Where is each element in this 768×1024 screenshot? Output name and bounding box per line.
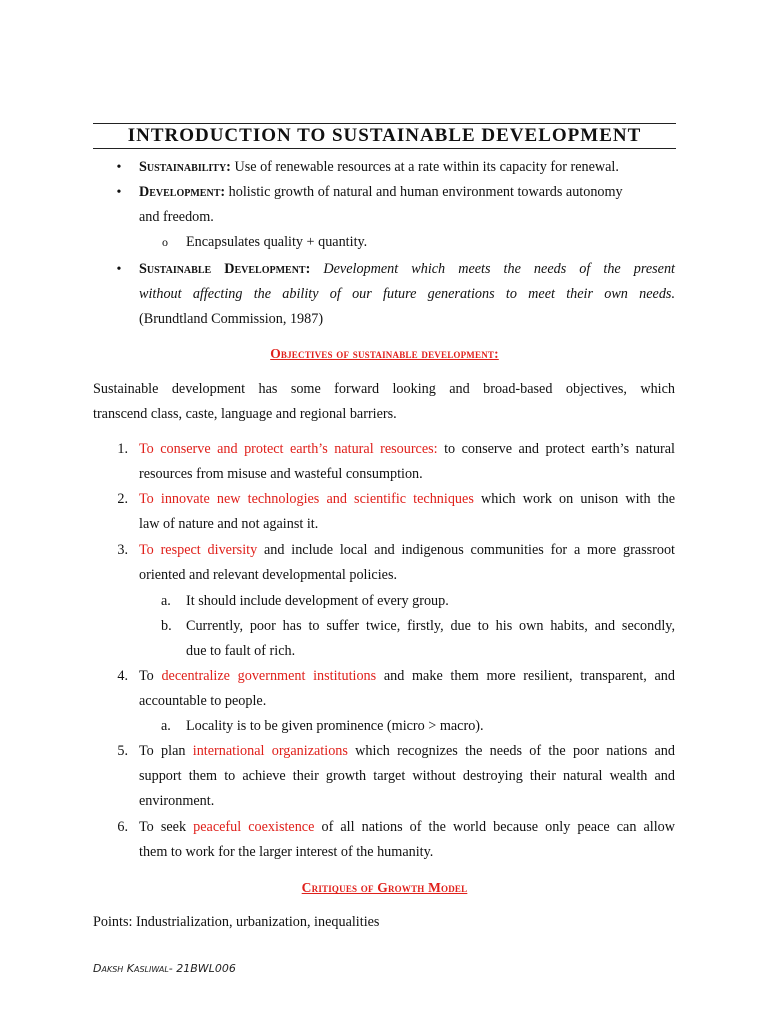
objective-text: to conserve and protect earth’s natural xyxy=(437,441,675,457)
definition-text: Use of renewable resources at a rate within its capacity for renewal. xyxy=(230,159,619,175)
sub-point: It should include development of every group. xyxy=(186,593,449,609)
list-number: 6. xyxy=(117,819,128,835)
objective-text: which recognizes the needs of the poor nations and xyxy=(347,743,675,759)
points-line: Points: Industrialization, urbanization, inequalities xyxy=(93,914,380,930)
objective-item xyxy=(139,437,675,462)
term-sustainable-development: Sustainable Development: xyxy=(139,261,311,277)
bullet-icon: • xyxy=(116,160,122,175)
definition-sustainability xyxy=(139,155,679,180)
sub-point: Currently, poor has to suffer twice, firstly, due to his own habits, and secondly, xyxy=(186,618,675,634)
sub-point: Locality is to be given prominence (micro > macro). xyxy=(186,718,484,734)
definition-text: and freedom. xyxy=(139,209,214,225)
objective-text: environment. xyxy=(139,793,215,809)
sub-point: due to fault of rich. xyxy=(186,643,296,659)
term-sustainability: Sustainability: xyxy=(139,159,231,175)
objective-highlight: To respect diversity xyxy=(139,542,258,558)
definition-development xyxy=(139,180,679,205)
bullet-icon: • xyxy=(116,185,122,200)
list-number: 4. xyxy=(117,668,128,684)
sub-marker: a. xyxy=(161,593,171,609)
objective-highlight: To innovate new technologies and scientific techniques xyxy=(139,491,474,507)
definition-text: Development which meets the needs of the present xyxy=(310,261,675,277)
list-number: 5. xyxy=(117,743,128,759)
sub-marker: a. xyxy=(161,718,171,734)
objective-text: them to work for the larger interest of the humanity. xyxy=(139,844,434,860)
objective-text: support them to achieve their growth target without destroying their natural wealth and xyxy=(139,768,675,784)
intro-line: Sustainable development has some forward looking and broad-based objectives, which xyxy=(93,381,675,397)
bullet-icon: • xyxy=(116,262,122,277)
objective-text: oriented and relevant developmental policies. xyxy=(139,567,398,583)
objective-item xyxy=(139,487,675,512)
objective-item xyxy=(139,739,675,764)
objective-item xyxy=(139,664,675,689)
definition-text: holistic growth of natural and human environment towards autonomy xyxy=(225,184,623,200)
objective-text: which work on unison with the xyxy=(473,491,675,507)
objective-text: of all nations of the world because only peace can allow xyxy=(314,819,676,835)
objective-highlight: decentralize government institutions xyxy=(161,668,377,684)
objectives-heading: Objectives of sustainable development: xyxy=(270,346,499,361)
objective-highlight: international organizations xyxy=(192,743,348,759)
objective-highlight: peaceful coexistence xyxy=(193,819,315,835)
footer-author: Daksh Kasliwal- 21BWL006 xyxy=(93,962,236,975)
objective-text: To xyxy=(139,668,162,684)
objective-item xyxy=(139,815,675,840)
objective-text: resources from misuse and wasteful consumption. xyxy=(139,466,423,482)
objective-text: and make them more resilient, transparent, and xyxy=(376,668,675,684)
document-title: INTRODUCTION TO SUSTAINABLE DEVELOPMENT xyxy=(93,123,676,149)
definition-sustainable-development xyxy=(139,257,675,282)
objective-text: To seek xyxy=(139,819,194,835)
term-development: Development: xyxy=(139,184,226,200)
definition-text: without affecting the ability of our future generations to meet their own needs. xyxy=(139,286,675,302)
circle-bullet-icon: o xyxy=(162,235,168,249)
sub-point: Encapsulates quality + quantity. xyxy=(186,234,368,250)
intro-line: transcend class, caste, language and regional barriers. xyxy=(93,406,397,422)
list-number: 3. xyxy=(117,542,128,558)
list-number: 1. xyxy=(117,441,128,457)
list-number: 2. xyxy=(117,491,128,507)
objective-text: law of nature and not against it. xyxy=(139,516,319,532)
sub-marker: b. xyxy=(161,618,172,634)
critiques-heading: Critiques of Growth Model xyxy=(301,880,468,895)
citation: (Brundtland Commission, 1987) xyxy=(139,311,324,327)
objective-text: To plan xyxy=(139,743,193,759)
objective-item xyxy=(139,538,675,563)
objective-text: and include local and indigenous communities for a more grassroot xyxy=(257,542,676,558)
objective-highlight: To conserve and protect earth’s natural resources: xyxy=(139,441,438,457)
objective-text: accountable to people. xyxy=(139,693,267,709)
